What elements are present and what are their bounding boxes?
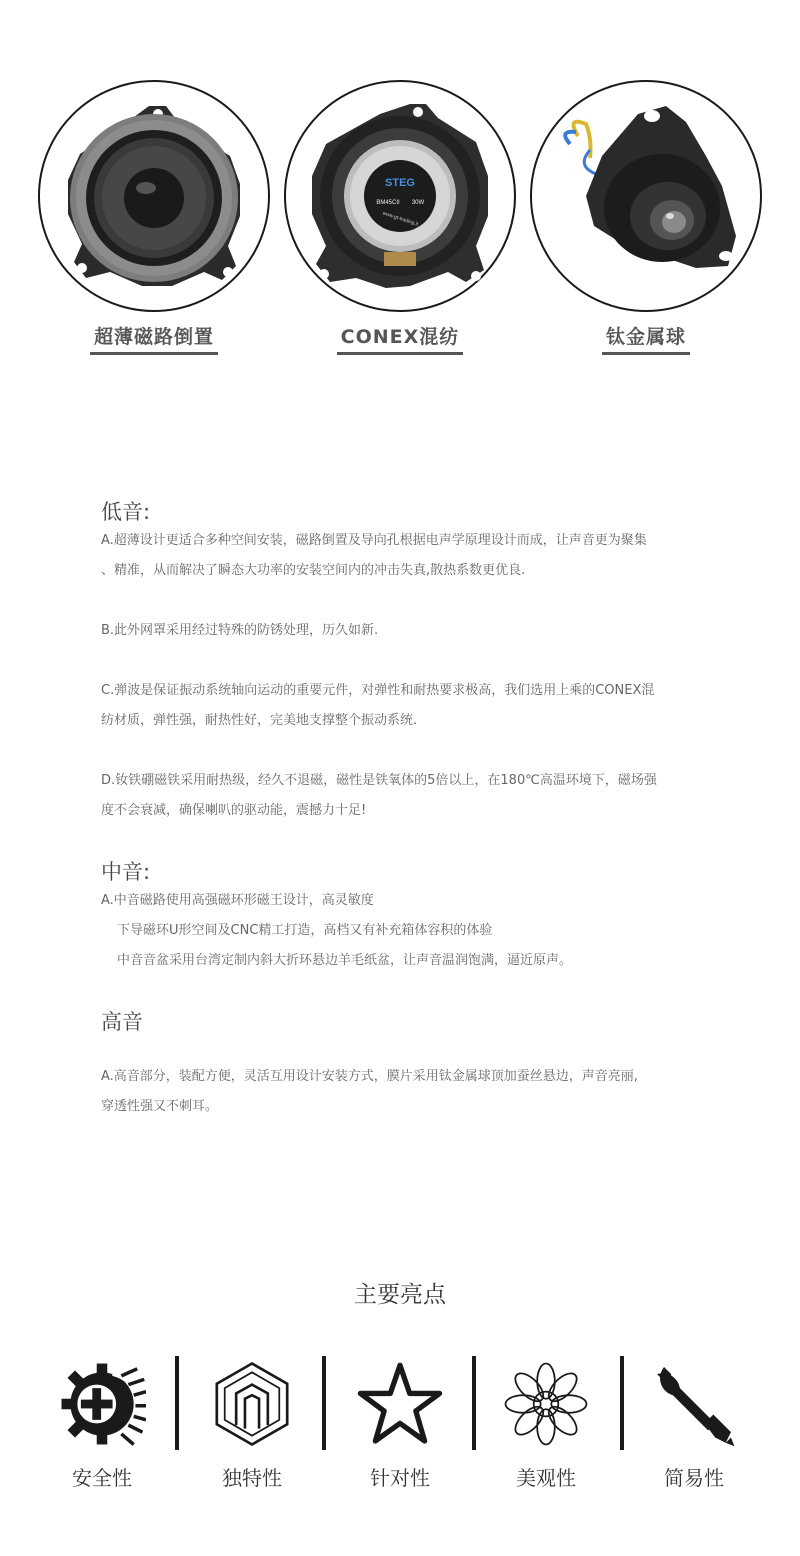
feature-targeted-label: 针对性 (370, 1466, 430, 1490)
tweeter-caption: 钛金属球 (602, 322, 690, 355)
tweeter-photo-frame (530, 80, 762, 312)
product-tweeter (530, 80, 762, 355)
bass-line: A.超薄设计更适合多种空间安装，磁路倒置及导向孔根据电声学原理设计而成，让声音更为聚集 (101, 533, 647, 548)
midrange-website-label: www.gt-trading.it (381, 210, 419, 228)
feature-safety (42, 1360, 162, 1491)
bass-title: 低音: (101, 500, 151, 524)
feature-aesthetic-label: 美观性 (516, 1466, 576, 1490)
product-woofer (38, 80, 270, 355)
feature-safety-label: 安全性 (72, 1466, 132, 1490)
midrange-brand-label: STEG (385, 177, 415, 189)
mid-title: 中音: (101, 860, 151, 884)
safety-gear-icon (58, 1360, 146, 1448)
treble-section (101, 1008, 721, 1122)
woofer-speaker-image (54, 96, 254, 296)
product-midrange (284, 80, 516, 355)
treble-title: 高音 (101, 1010, 143, 1034)
wrench-icon (650, 1360, 738, 1448)
bass-section (101, 498, 721, 826)
feature-divider (175, 1356, 179, 1450)
feature-unique-label: 独特性 (222, 1466, 282, 1490)
treble-line: 穿透性强又不刺耳。 (101, 1099, 219, 1114)
midrange-power-label: 30W (411, 200, 425, 206)
mid-line: 下导磁环U形空间及CNC精工打造，高档又有补充箱体容积的体验 (117, 923, 493, 938)
feature-divider (620, 1356, 624, 1450)
tweeter-speaker-image (546, 96, 746, 296)
highlights-title: 主要亮点 (354, 1282, 446, 1308)
bass-line: D.钕铁硼磁铁采用耐热级，经久不退磁，磁性是铁氧体的5倍以上，在180℃高温环境下，磁场强 (101, 773, 657, 788)
bass-line: 纺材质，弹性强，耐热性好，完美地支撑整个振动系统. (101, 713, 418, 728)
feature-easy-label: 简易性 (664, 1466, 724, 1490)
woofer-caption: 超薄磁路倒置 (90, 322, 218, 355)
feature-divider (472, 1356, 476, 1450)
feature-aesthetic (486, 1360, 606, 1491)
midrange-photo-frame (284, 80, 516, 312)
feature-divider (322, 1356, 326, 1450)
midrange-speaker-image (300, 96, 500, 296)
bass-line: C.弹波是保证振动系统轴向运动的重要元件，对弹性和耐热要求极高，我们选用上乘的CONEX混 (101, 683, 655, 698)
mid-line: 中音音盆采用台湾定制内斜大折环悬边羊毛纸盆，让声音温润饱满，逼近原声。 (117, 953, 573, 968)
mid-section (101, 858, 721, 976)
midrange-caption: CONEX混纺 (337, 322, 464, 355)
mid-line: A.中音磁路使用高强磁环形磁王设计，高灵敏度 (101, 893, 374, 908)
midrange-model-label: BM45CII (376, 200, 400, 206)
bass-line: 度不会衰减，确保喇叭的驱动能，震撼力十足! (101, 803, 367, 818)
woofer-photo-frame (38, 80, 270, 312)
feature-targeted (340, 1360, 460, 1491)
bass-line: 、精准，从而解决了瞬态大功率的安装空间内的冲击失真,散热系数更优良. (101, 563, 526, 578)
feature-easy (634, 1360, 754, 1491)
treble-line: A.高音部分，装配方便，灵活互用设计安装方式，膜片采用钛金属球顶加蚕丝悬边，声音亮丽, (101, 1069, 638, 1084)
flower-icon (502, 1360, 590, 1448)
feature-unique (192, 1360, 312, 1491)
bass-line: B.此外网罩采用经过特殊的防锈处理，历久如新. (101, 623, 379, 638)
star-icon (356, 1360, 444, 1448)
hexagon-n-icon (208, 1360, 296, 1448)
